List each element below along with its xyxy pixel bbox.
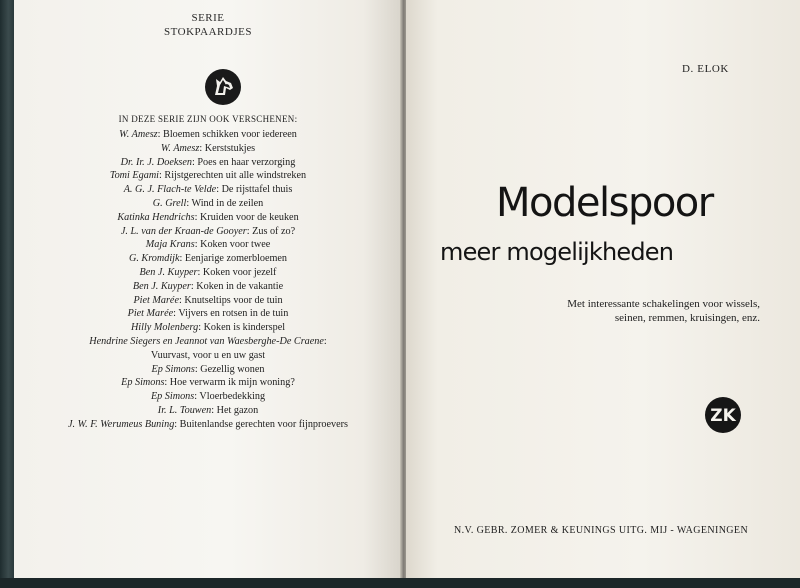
book-list-author: Ep Simons	[150, 391, 195, 403]
book-list-author: Ep Simons	[121, 377, 165, 389]
book-list-item	[14, 363, 402, 377]
book-list-item	[14, 294, 402, 308]
book-list-title: : Eenjarige zomerbloemen	[179, 253, 288, 265]
book-list-item	[14, 252, 402, 266]
book-list-item	[14, 238, 402, 252]
bottom-edge	[0, 578, 800, 588]
book-list-title: :	[323, 335, 327, 347]
book-list	[14, 128, 402, 432]
book-list-author: J. L. van der Kraan-de Gooyer	[120, 225, 247, 237]
description-line: seinen, remmen, kruisingen, enz.	[614, 312, 760, 324]
publisher-logo-text: ZK	[710, 406, 736, 426]
book-list-title: : De rijsttafel thuis	[216, 184, 293, 196]
book-list-title: : Knutseltips voor de tuin	[178, 294, 283, 306]
right-page	[406, 0, 800, 588]
book-list-author: A. G. J. Flach-te Velde	[123, 184, 217, 196]
book-list-title: : Vijvers en rotsen in de tuin	[173, 308, 289, 320]
book-list-title: : Poes en haar verzorging	[191, 156, 296, 168]
book-list-item	[14, 225, 402, 239]
book-list-author: Katinka Hendrichs	[117, 211, 195, 223]
book-list-item	[14, 376, 402, 390]
book-list-item	[14, 142, 402, 156]
book-list-author: G. Grell	[152, 197, 187, 209]
book-list-item	[14, 211, 402, 225]
book-list-item	[14, 280, 402, 294]
book-list-title: : Koken is kinderspel	[198, 322, 286, 334]
book-list-title: Vuurvast, voor u en uw gast	[150, 349, 266, 361]
book-list-item	[14, 266, 402, 280]
book-list-item	[14, 183, 402, 197]
book-list-title: : Kerststukjes	[199, 142, 256, 154]
book-subtitle: meer mogelijkheden	[440, 238, 674, 266]
book-list-item	[14, 335, 402, 349]
horse-head-icon	[204, 68, 242, 106]
book-list-author: Piet Marée	[127, 308, 174, 320]
book-list-title: : Bloemen schikken voor iedereen	[157, 129, 297, 140]
book-list-author: Hilly Molenberg	[130, 322, 199, 334]
series-name: STOKPAARDJES	[164, 26, 252, 38]
book-list-author: Ir. L. Touwen	[157, 404, 212, 416]
book-list-item	[14, 418, 402, 432]
book-list-author: Hendrine Siegers en Jeannot van Waesberghe-De Craene	[89, 335, 324, 347]
book-list-item	[14, 197, 402, 211]
book-list-author: Ep Simons	[151, 363, 195, 375]
book-list-title: : Koken in de vakantie	[190, 280, 284, 292]
book-list-title: : Koken voor jezelf	[197, 266, 277, 278]
book-list-item	[14, 169, 402, 183]
book-list-title: : Gezellig wonen	[194, 363, 265, 375]
book-list-title: : Buitenlandse gerechten voor fijnproevers	[174, 418, 348, 430]
book-title: Modelspoor	[496, 180, 713, 226]
book-list-title: : Koken voor twee	[194, 239, 271, 251]
book-list-author: Dr. Ir. J. Doeksen	[120, 156, 192, 168]
book-list-author: G. Kromdijk	[128, 253, 180, 265]
book-list-author: Maja Krans	[145, 239, 195, 251]
book-list-item	[14, 390, 402, 404]
book-list-item	[14, 404, 402, 418]
book-list-title: : Zus of zo?	[246, 225, 296, 237]
book-list-title: : Vloerbedekking	[194, 391, 266, 403]
book-list-title: : Hoe verwarm ik mijn woning?	[164, 377, 295, 389]
cover-edge	[0, 0, 14, 588]
list-heading: IN DEZE SERIE ZIJN OOK VERSCHENEN:	[118, 114, 298, 124]
book-description	[520, 297, 760, 325]
zk-publisher-logo	[704, 396, 742, 434]
book-list-item	[14, 321, 402, 335]
book-list-author: Ben J. Kuyper	[132, 280, 191, 292]
book-list-item	[14, 156, 402, 170]
description-line: Met interessante schakelingen voor wissels,	[567, 298, 760, 310]
book-list-item	[14, 349, 402, 363]
book-list-author: Ben J. Kuyper	[139, 266, 198, 278]
series-label: SERIE	[191, 12, 225, 24]
book-list-title: : Kruiden voor de keuken	[194, 211, 299, 223]
book-list-author: J. W. F. Werumeus Buning	[67, 418, 175, 430]
publisher-line: N.V. GEBR. ZOMER & KEUNINGS UITG. MIJ - WAGENINGEN	[454, 525, 749, 536]
book-list-item	[14, 128, 402, 142]
book-list-author: W. Amesz	[160, 142, 200, 154]
book-list-author: Piet Marée	[133, 294, 179, 306]
book-list-title: : Wind in de zeilen	[186, 197, 264, 209]
book-author: D. ELOK	[682, 63, 729, 75]
book-list-title: : Het gazon	[211, 404, 259, 416]
book-list-author: W. Amesz	[119, 129, 158, 140]
book-list-item	[14, 307, 402, 321]
book-list-title: : Rijstgerechten uit alle windstreken	[159, 170, 307, 182]
book-list-author: Tomi Egami	[109, 170, 160, 182]
